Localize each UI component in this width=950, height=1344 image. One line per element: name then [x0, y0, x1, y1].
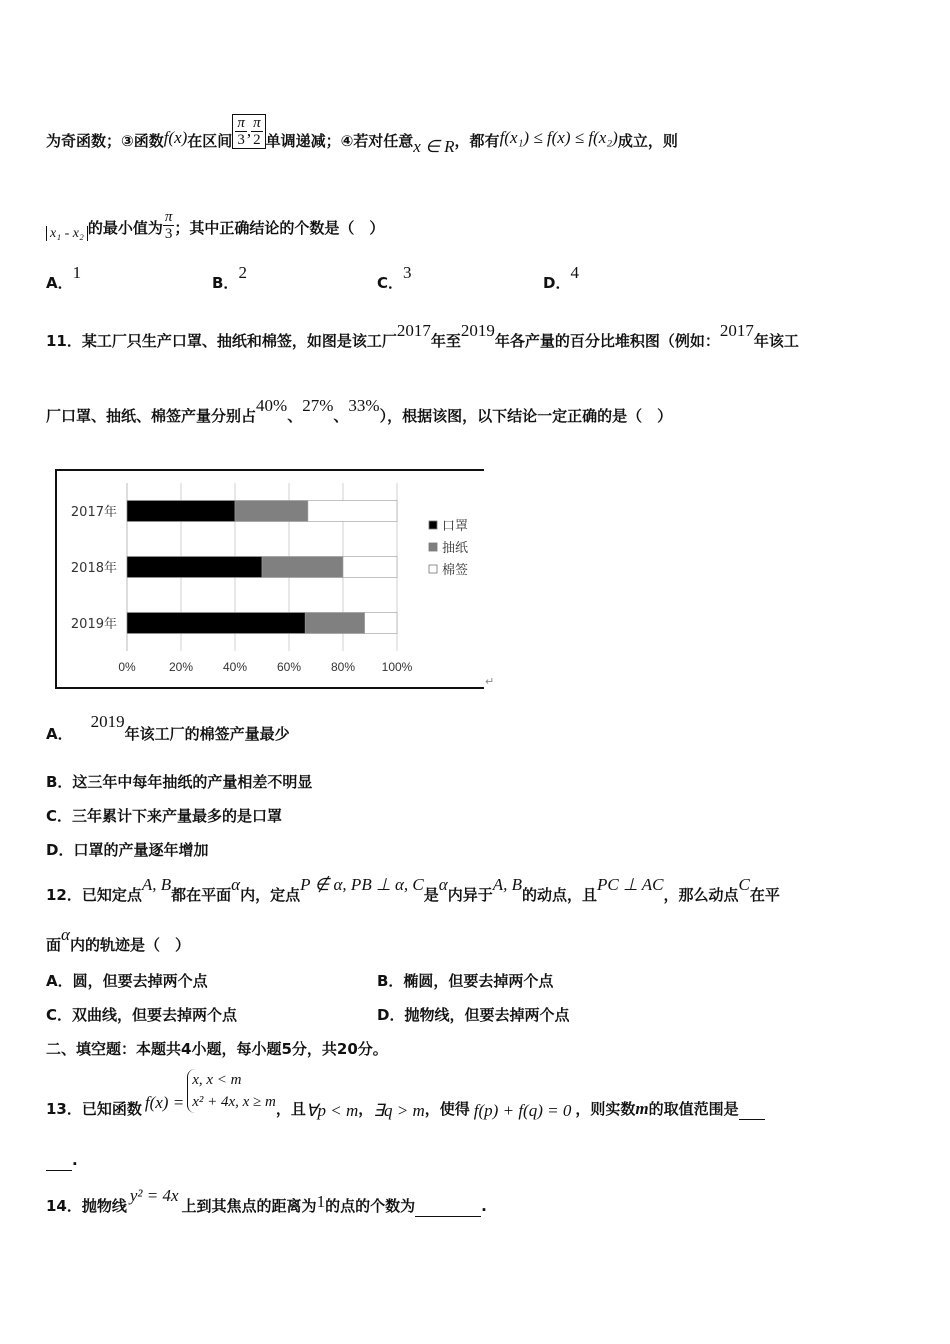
option-value: 1: [72, 263, 82, 282]
category-label: 2017年: [70, 505, 117, 520]
q11-text: ），根据该图，以下结论一定正确的是（ ）: [379, 407, 673, 425]
q14-line: [46, 1186, 487, 1217]
q10-line1: [46, 115, 678, 159]
bar-segment-棉签: [343, 557, 397, 578]
q10-text: 在区间: [187, 132, 233, 150]
bar-segment-抽纸: [262, 557, 343, 578]
q12-text: ，那么动点: [663, 886, 739, 904]
math-forall: ∀p < m: [305, 1100, 359, 1120]
case-1: x, x < m: [192, 1072, 242, 1088]
x-tick-label: 60%: [276, 660, 302, 674]
q10-text: 的最小值为: [87, 219, 163, 237]
denominator: 3: [164, 226, 173, 242]
piecewise-cases: [187, 1069, 276, 1113]
math-equation: f(p) + f(q) = 0: [473, 1100, 572, 1120]
math-alpha: α: [61, 925, 70, 944]
option-label: A．: [46, 725, 73, 743]
bar-segment-抽纸: [305, 613, 364, 634]
q10-option-c[interactable]: [377, 263, 412, 293]
numerator: π: [237, 115, 245, 131]
category-label: 2018年: [70, 561, 117, 576]
x-tick-label: 40%: [222, 660, 248, 674]
q14-tail: .: [481, 1197, 487, 1215]
q12-text: 都在平面: [171, 886, 232, 904]
fraction-pi-3: [163, 209, 175, 242]
math-alpha: α: [231, 875, 241, 894]
numerator: π: [164, 209, 173, 225]
q11-option-b[interactable]: B．这三年中每年抽纸的产量相差不明显: [46, 773, 313, 791]
separator: 、: [287, 407, 303, 425]
q11-text: 厂口罩、抽纸、棉签产量分别占: [46, 407, 257, 425]
year: 2019: [460, 321, 495, 340]
numerator: π: [253, 115, 261, 131]
option-label: A．: [46, 274, 73, 292]
bar-segment-口罩: [127, 501, 235, 522]
q14-text: 14．抛物线: [46, 1197, 127, 1215]
chart-svg: [57, 471, 484, 687]
f-of-x: f(x): [163, 128, 188, 147]
option-value: 3: [403, 263, 412, 282]
stacked-bar-chart: [55, 469, 484, 689]
legend-label: 口罩: [442, 519, 469, 534]
bar-segment-抽纸: [235, 501, 308, 522]
q10-option-b[interactable]: [212, 263, 247, 293]
x-tick-label: 80%: [330, 660, 356, 674]
q10-text: 单调递减；④若对任意: [265, 132, 414, 150]
interval-bracket: $\frac{\pi}{3}$ , $\frac{\pi}{2}$: [232, 114, 265, 149]
q12-text: 在平: [749, 886, 780, 904]
q14-text: 上到其焦点的距离为: [181, 1197, 317, 1215]
q13-line2: [46, 1150, 78, 1171]
q12-option-d[interactable]: D．抛物线，但要去掉两个点: [377, 1006, 570, 1024]
q11-option-c[interactable]: C．三年累计下来产量最多的是口罩: [46, 807, 283, 825]
q13-line1: [46, 1072, 765, 1120]
q11-text: 年各产量的百分比堆积图（例如：: [494, 332, 720, 350]
answer-blank[interactable]: [739, 1099, 765, 1120]
legend-swatch: [429, 521, 437, 529]
q12-text: 的动点，且: [522, 886, 598, 904]
bar-segment-棉签: [308, 501, 397, 522]
q14-text: 的点的个数为: [325, 1197, 416, 1215]
option-label: B．: [212, 274, 239, 292]
q12-line1: [46, 875, 780, 905]
x-tick-label: 20%: [168, 660, 194, 674]
abs-x1-minus-x2: x₁ - x₂: [46, 226, 88, 241]
q13-text: 13．已知函数: [46, 1099, 142, 1118]
option-value: 2: [238, 263, 247, 282]
year: 2017: [719, 321, 754, 340]
percent: 27%: [302, 396, 334, 415]
legend-swatch: [429, 543, 437, 551]
q11-line1: [46, 321, 799, 351]
q12-option-c[interactable]: C．双曲线，但要去掉两个点: [46, 1006, 238, 1024]
q10-text: ；其中正确结论的个数是（ ）: [174, 219, 385, 237]
q12-text: 12．已知定点: [46, 886, 142, 904]
separator: 、: [333, 407, 349, 425]
x-tick-label: 0%: [118, 660, 136, 674]
q11-option-a[interactable]: [46, 712, 290, 744]
math-ab: A, B: [141, 875, 172, 894]
percent: 33%: [348, 396, 380, 415]
q12-text: 面: [46, 936, 62, 954]
fraction-pi-2: [251, 115, 263, 148]
q13-text: ，使得: [424, 1099, 470, 1118]
q11-text: 11．某工厂只生产口罩、抽纸和棉签，如图是该工厂: [46, 332, 397, 350]
q13-text: ，且: [275, 1099, 306, 1118]
option-value: 4: [570, 263, 579, 282]
q13-text: ，则实数: [575, 1099, 636, 1118]
q12-text: 内异于: [447, 886, 493, 904]
q13-text: 的取值范围是: [648, 1099, 739, 1118]
q12-line2: [46, 925, 190, 955]
math-parabola: y² = 4x: [129, 1186, 179, 1205]
math-c: C: [738, 875, 750, 894]
option-text: 年该工厂的棉签产量最少: [124, 725, 290, 743]
q11-option-d[interactable]: D．口罩的产量逐年增加: [46, 841, 209, 859]
q12-option-a[interactable]: A．圆，但要去掉两个点: [46, 972, 208, 990]
q10-text: 成立，则: [617, 132, 678, 150]
year: 2017: [396, 321, 431, 340]
answer-blank[interactable]: [415, 1196, 481, 1217]
math-fx: f(x) =: [144, 1092, 185, 1112]
math-perp: PC ⊥ AC: [597, 875, 664, 894]
q13-tail: .: [72, 1151, 78, 1169]
math-ab: A, B: [492, 875, 523, 894]
q11-text: 年至: [430, 332, 461, 350]
math-condition: P ∉ α, PB ⊥ α, C: [300, 875, 424, 894]
bar-segment-棉签: [365, 613, 397, 634]
q12-text: 是: [423, 886, 439, 904]
q10-option-d[interactable]: [543, 263, 579, 293]
answer-blank-continued[interactable]: [46, 1150, 72, 1171]
q13-text: ，: [358, 1099, 374, 1118]
q10-option-a[interactable]: [46, 263, 82, 293]
bar-segment-口罩: [127, 613, 305, 634]
math-alpha: α: [438, 875, 448, 894]
q12-text: 内的轨迹是（ ）: [69, 936, 190, 954]
x-tick-label: 100%: [381, 660, 413, 674]
denominator: 3: [237, 132, 245, 148]
q12-text: 内，定点: [240, 886, 301, 904]
paragraph-mark-icon: ↵: [485, 675, 495, 688]
math-exists: ∃q > m: [373, 1100, 425, 1120]
bar-segment-口罩: [127, 557, 262, 578]
x-in-r: x ∈ R: [413, 137, 455, 156]
section-2-heading: 二、填空题：本题共4小题，每小题5分，共20分。: [46, 1040, 388, 1058]
math-one: 1: [316, 1192, 326, 1211]
denominator: 2: [253, 132, 261, 148]
fraction-pi-3: [235, 115, 247, 148]
legend-label: 棉签: [442, 563, 469, 578]
year: 2019: [90, 712, 125, 731]
q11-line2: [46, 396, 673, 426]
inequality: f(x₁) ≤ f(x) ≤ f(x₂): [499, 128, 618, 147]
case-2: x² + 4x, x ≥ m: [192, 1094, 276, 1110]
percent: 40%: [256, 396, 288, 415]
legend-label: 抽纸: [442, 541, 469, 556]
q12-option-b[interactable]: B．椭圆，但要去掉两个点: [377, 972, 554, 990]
q11-text: 年该工: [753, 332, 799, 350]
legend-swatch: [429, 565, 437, 573]
option-label: D．: [543, 274, 571, 292]
q10-line2: [46, 209, 385, 245]
q10-text: ，都有: [454, 132, 500, 150]
option-label: C．: [377, 274, 404, 292]
math-m: m: [635, 1098, 649, 1118]
q10-text: 为奇函数；③函数: [46, 132, 164, 150]
category-label: 2019年: [70, 617, 117, 632]
